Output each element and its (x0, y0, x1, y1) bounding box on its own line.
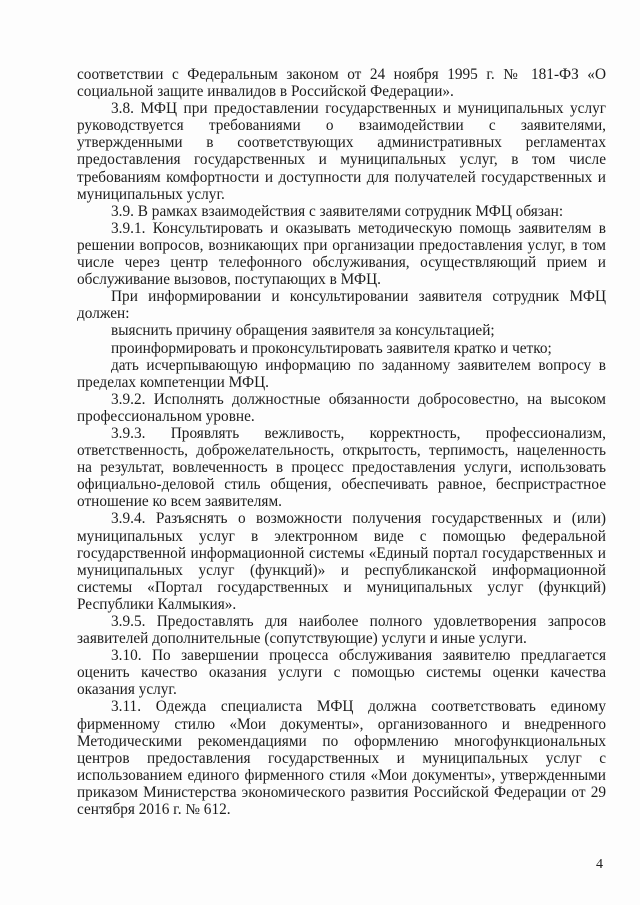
paragraph-3-9-5: 3.9.5. Предоставлять для наиболее полного удовлетворения запросов заявителей дополнительные (сопутствующие) услуги и иные услуги. (77, 613, 606, 648)
list-item-exhaustive-info: дать исчерпывающую информацию по заданному заявителем вопросу в пределах компетенции МФЦ. (77, 356, 606, 391)
paragraph-3-9-3: 3.9.3. Проявлять вежливость, корректность, профессионализм, ответственность, доброжелательность, открытость, терпимость, нацеленность на результат, вовлеченность в процесс предоставления услуги, использовать официально-деловой стиль общения, обеспечивать равное, беспристрастное отношение ко всем заявителям. (77, 424, 606, 511)
paragraph-informing-intro: При информировании и консультировании заявителя сотрудник МФЦ должен: (77, 288, 606, 323)
page-number: 4 (596, 857, 603, 872)
paragraph-3-9-1: 3.9.1. Консультировать и оказывать методическую помощь заявителям в решении вопросов, возникающих при организации предоставления услуг, в том числе через центр телефонного обслуживания, осуществляющий прием и обслуживание вызовов, поступающих в МФЦ. (77, 219, 606, 289)
paragraph-continuation: соответствии с Федеральным законом от 24 ноября 1995 г. № 181-ФЗ «О социальной защите инвалидов в Российской Федерации». (77, 66, 606, 101)
paragraph-3-10: 3.10. По завершении процесса обслуживания заявителю предлагается оценить качество оказания услуги с помощью системы оценки качества оказания услуг. (77, 647, 606, 699)
paragraph-3-9-4: 3.9.4. Разъяснять о возможности получения государственных и (или) муниципальных услуг в электронном виде с помощью федеральной государственной информационной системы «Единый портал государственных и муниципальных услуг (функций)» и республиканской информационной системы «Портал государственных и муниципальных услуг (функций) Республики Калмыкия». (77, 510, 606, 613)
paragraph-3-9-2: 3.9.2. Исполнять должностные обязанности добросовестно, на высоком профессиональном уровне. (77, 390, 606, 425)
list-item-clarify-reason: выяснить причину обращения заявителя за консультацией; (111, 322, 495, 340)
list-item-inform-briefly: проинформировать и проконсультировать заявителя кратко и четко; (111, 339, 552, 357)
paragraph-3-8: 3.8. МФЦ при предоставлении государственных и муниципальных услуг руководствуется требованиями о взаимодействии с заявителями, утвержденными в соответствующих административных регламентах предоставления государственных и муниципальных услуг, в том числе требованиям комфортности и доступности для получателей государственных и муниципальных услуг. (77, 100, 606, 203)
paragraph-3-9: 3.9. В рамках взаимодействия с заявителями сотрудник МФЦ обязан: (111, 202, 564, 220)
paragraph-3-11: 3.11. Одежда специалиста МФЦ должна соответствовать единому фирменному стилю «Мои документы», организованного и внедренного Методическими рекомендациями по оформлению многофункциональных центров предоставления государственных и муниципальных услуг с использованием единого фирменного стиля «Мои документы», утвержденными приказом Министерства экономического развития Российской Федерации от 29 сентября 2016 г. № 612. (77, 698, 606, 819)
document-body (77, 66, 606, 818)
